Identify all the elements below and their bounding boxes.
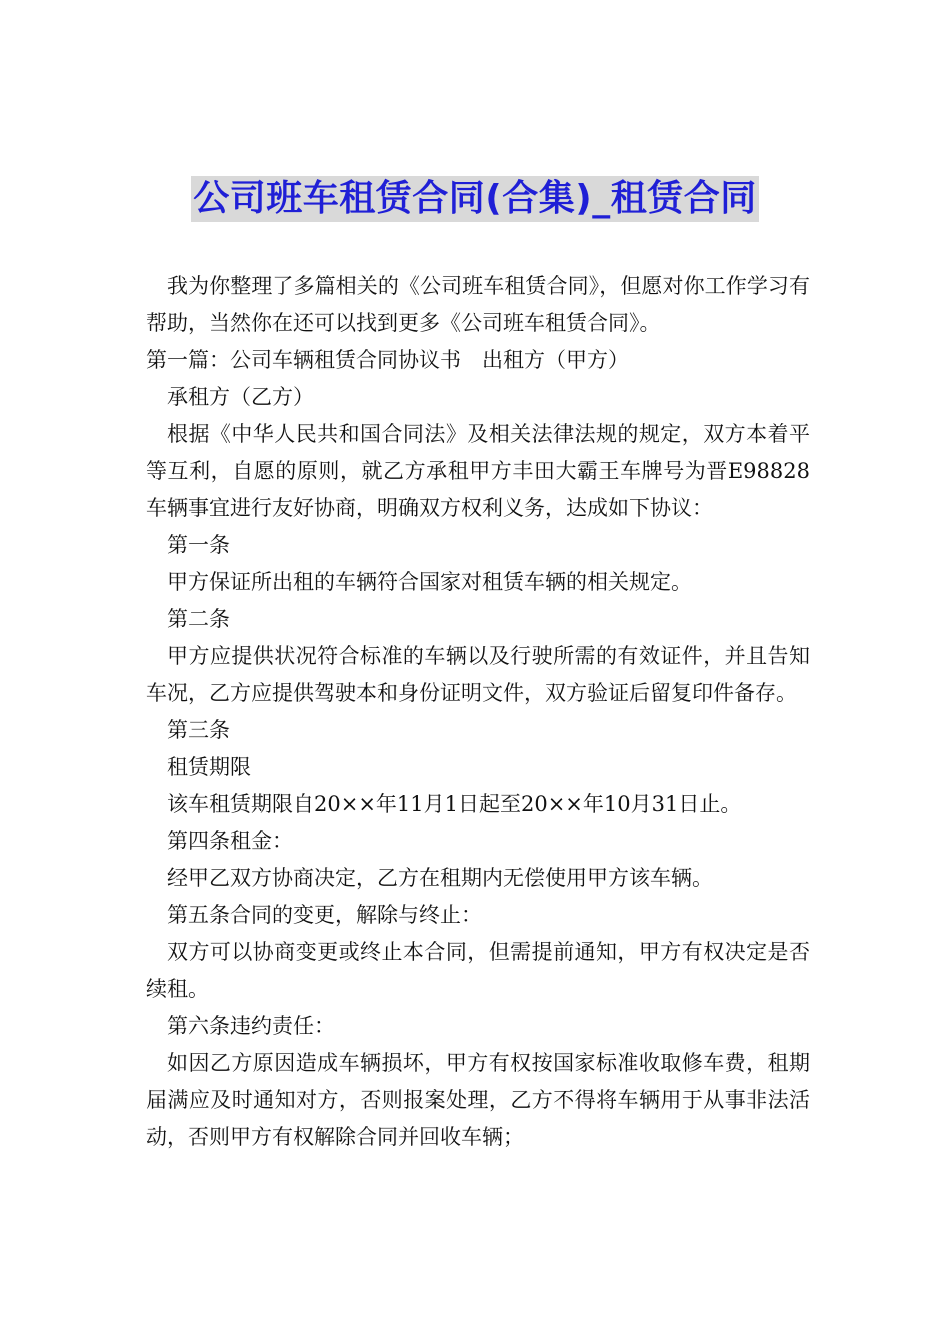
- paragraph-article-3: 第三条: [167, 718, 230, 742]
- paragraph-article-4-text: 经甲乙双方协商决定，乙方在租期内无偿使用甲方该车辆。: [167, 866, 713, 890]
- paragraph-article-1-text: 甲方保证所出租的车辆符合国家对租赁车辆的相关规定。: [167, 570, 692, 594]
- paragraph-article-5: 第五条合同的变更，解除与终止：: [167, 903, 482, 927]
- paragraph-article-2: 第二条: [167, 607, 230, 631]
- paragraph-chapter-heading: 第一篇：公司车辆租赁合同协议书 出租方（甲方）: [146, 348, 629, 372]
- paragraph-article-2-text: 甲方应提供状况符合标准的车辆以及行驶所需的有效证件，并且告知车况，乙方应提供驾驶本和身份证明文件，双方验证后留复印件备存。: [146, 644, 810, 705]
- document-body: [146, 268, 810, 1156]
- paragraph-lease-term-text: 该车租赁期限自20××年11月1日起至20××年10月31日止。: [167, 792, 742, 816]
- title-container: [0, 176, 950, 222]
- paragraph-article-5-text: 双方可以协商变更或终止本合同，但需提前通知，甲方有权决定是否续租。: [146, 940, 810, 1001]
- paragraph-lessee: 承租方（乙方）: [167, 385, 314, 409]
- paragraph-article-4: 第四条租金：: [167, 829, 293, 853]
- paragraph-article-6-text: 如因乙方原因造成车辆损坏，甲方有权按国家标准收取修车费，租期届满应及时通知对方，否则报案处理，乙方不得将车辆用于从事非法活动，否则甲方有权解除合同并回收车辆；: [146, 1051, 810, 1149]
- paragraph-lease-term: 租赁期限: [167, 755, 251, 779]
- paragraph-intro: 我为你整理了多篇相关的《公司班车租赁合同》，但愿对你工作学习有帮助，当然你在还可以找到更多《公司班车租赁合同》。: [146, 274, 810, 335]
- paragraph-article-6: 第六条违约责任：: [167, 1014, 335, 1038]
- paragraph-article-1: 第一条: [167, 533, 230, 557]
- document-title: 公司班车租赁合同(合集)_租赁合同: [191, 176, 758, 222]
- paragraph-preamble: 根据《中华人民共和国合同法》及相关法律法规的规定，双方本着平等互利，自愿的原则，就乙方承租甲方丰田大霸王车牌号为晋E98828车辆事宜进行友好协商，明确双方权利义务，达成如下协议：: [146, 422, 810, 520]
